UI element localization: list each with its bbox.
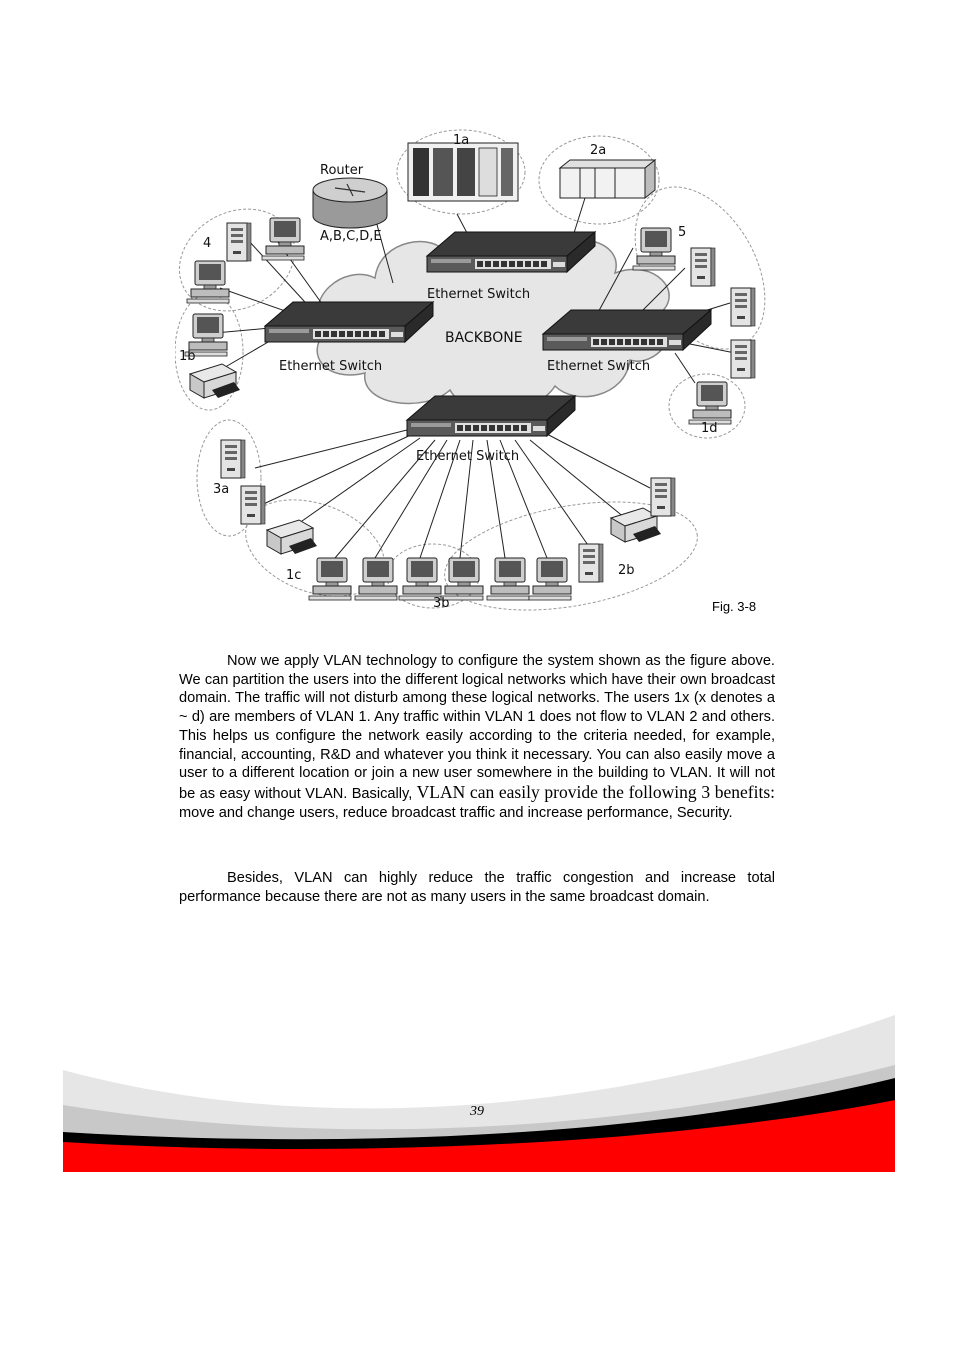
footer-swoosh (63, 1010, 895, 1172)
group-label-3a: 3a (213, 482, 230, 497)
server-icon (227, 223, 251, 261)
printer-icon (267, 520, 317, 554)
computer-icon (689, 382, 731, 424)
computer-icon (487, 558, 529, 600)
computer-icon (529, 558, 571, 600)
computer-icon (262, 218, 304, 260)
paragraph-1-list: move and change users, reduce broadcast traffic and increase performance, Security. (179, 804, 733, 821)
backbone-label: BACKBONE (445, 330, 523, 346)
rack-cabinet-icon (408, 143, 518, 201)
paragraph-1 (179, 652, 775, 822)
page-number: 39 (470, 1104, 484, 1119)
ethernet-switch-bottom (407, 396, 575, 436)
group-label-1d: 1d (701, 421, 718, 436)
group-label-1b: 1b (179, 349, 196, 364)
printer-icon (190, 364, 240, 398)
computer-icon (309, 558, 351, 600)
group-label-1c: 1c (286, 568, 302, 583)
server-icon (731, 288, 755, 326)
network-diagram (175, 128, 780, 618)
computer-icon (355, 558, 397, 600)
server-icon (579, 544, 603, 582)
switch-top-label: Ethernet Switch (427, 287, 531, 302)
ethernet-switch-right (543, 310, 711, 350)
group-label-3b: 3b (433, 596, 450, 611)
paragraph-2 (179, 869, 775, 906)
computer-icon (399, 558, 441, 600)
server-icon (691, 248, 715, 286)
paragraph-1-benefits: VLAN can easily provide the following 3 benefits: (416, 781, 776, 802)
paragraph-2-text: Besides, VLAN can highly reduce the traffic congestion and increase total performance because there are not as many users in the same broadcast domain. (179, 870, 775, 905)
router-sub-label: A,B,C,D,E (320, 229, 382, 244)
group-label-5: 5 (678, 225, 687, 240)
group-label-4: 4 (203, 236, 212, 251)
computer-icon (187, 261, 229, 303)
group-label-1a: 1a (453, 133, 470, 148)
server-icon (241, 486, 265, 524)
switch-left-label: Ethernet Switch (279, 359, 383, 374)
router-label: Router (320, 163, 364, 178)
paragraph-1-text: Now we apply VLAN technology to configure the system shown as the figure above. We can partition the users into the different logical networks which have their own broadcast domain. The traffic will not disturb among these logical networks. The users 1x (x denotes a ~ d) are members of VLAN 1. Any traffic within VLAN 1 does not flow to VLAN 2 and others. This helps us configure the network easily according to the criteria needed, for example, financial, accounting, R&D and whatever you think it necessary. You can also easily move a user to a different location or join a new user somewhere in the building to VLAN. It will not be as easy without VLAN. Basically, (179, 653, 775, 802)
router-icon (313, 178, 387, 228)
server-icon (731, 340, 755, 378)
ethernet-switch-left (265, 302, 433, 342)
mainframe-icon (560, 160, 655, 198)
group-label-2a: 2a (590, 143, 607, 158)
group-label-2b: 2b (618, 563, 635, 578)
server-icon (651, 478, 675, 516)
server-icon (221, 440, 245, 478)
switch-right-label: Ethernet Switch (547, 359, 651, 374)
ethernet-switch-top (427, 232, 595, 272)
switch-bottom-label: Ethernet Switch (416, 449, 520, 464)
figure-caption: Fig. 3-8 (712, 599, 757, 614)
computer-icon (633, 228, 675, 270)
